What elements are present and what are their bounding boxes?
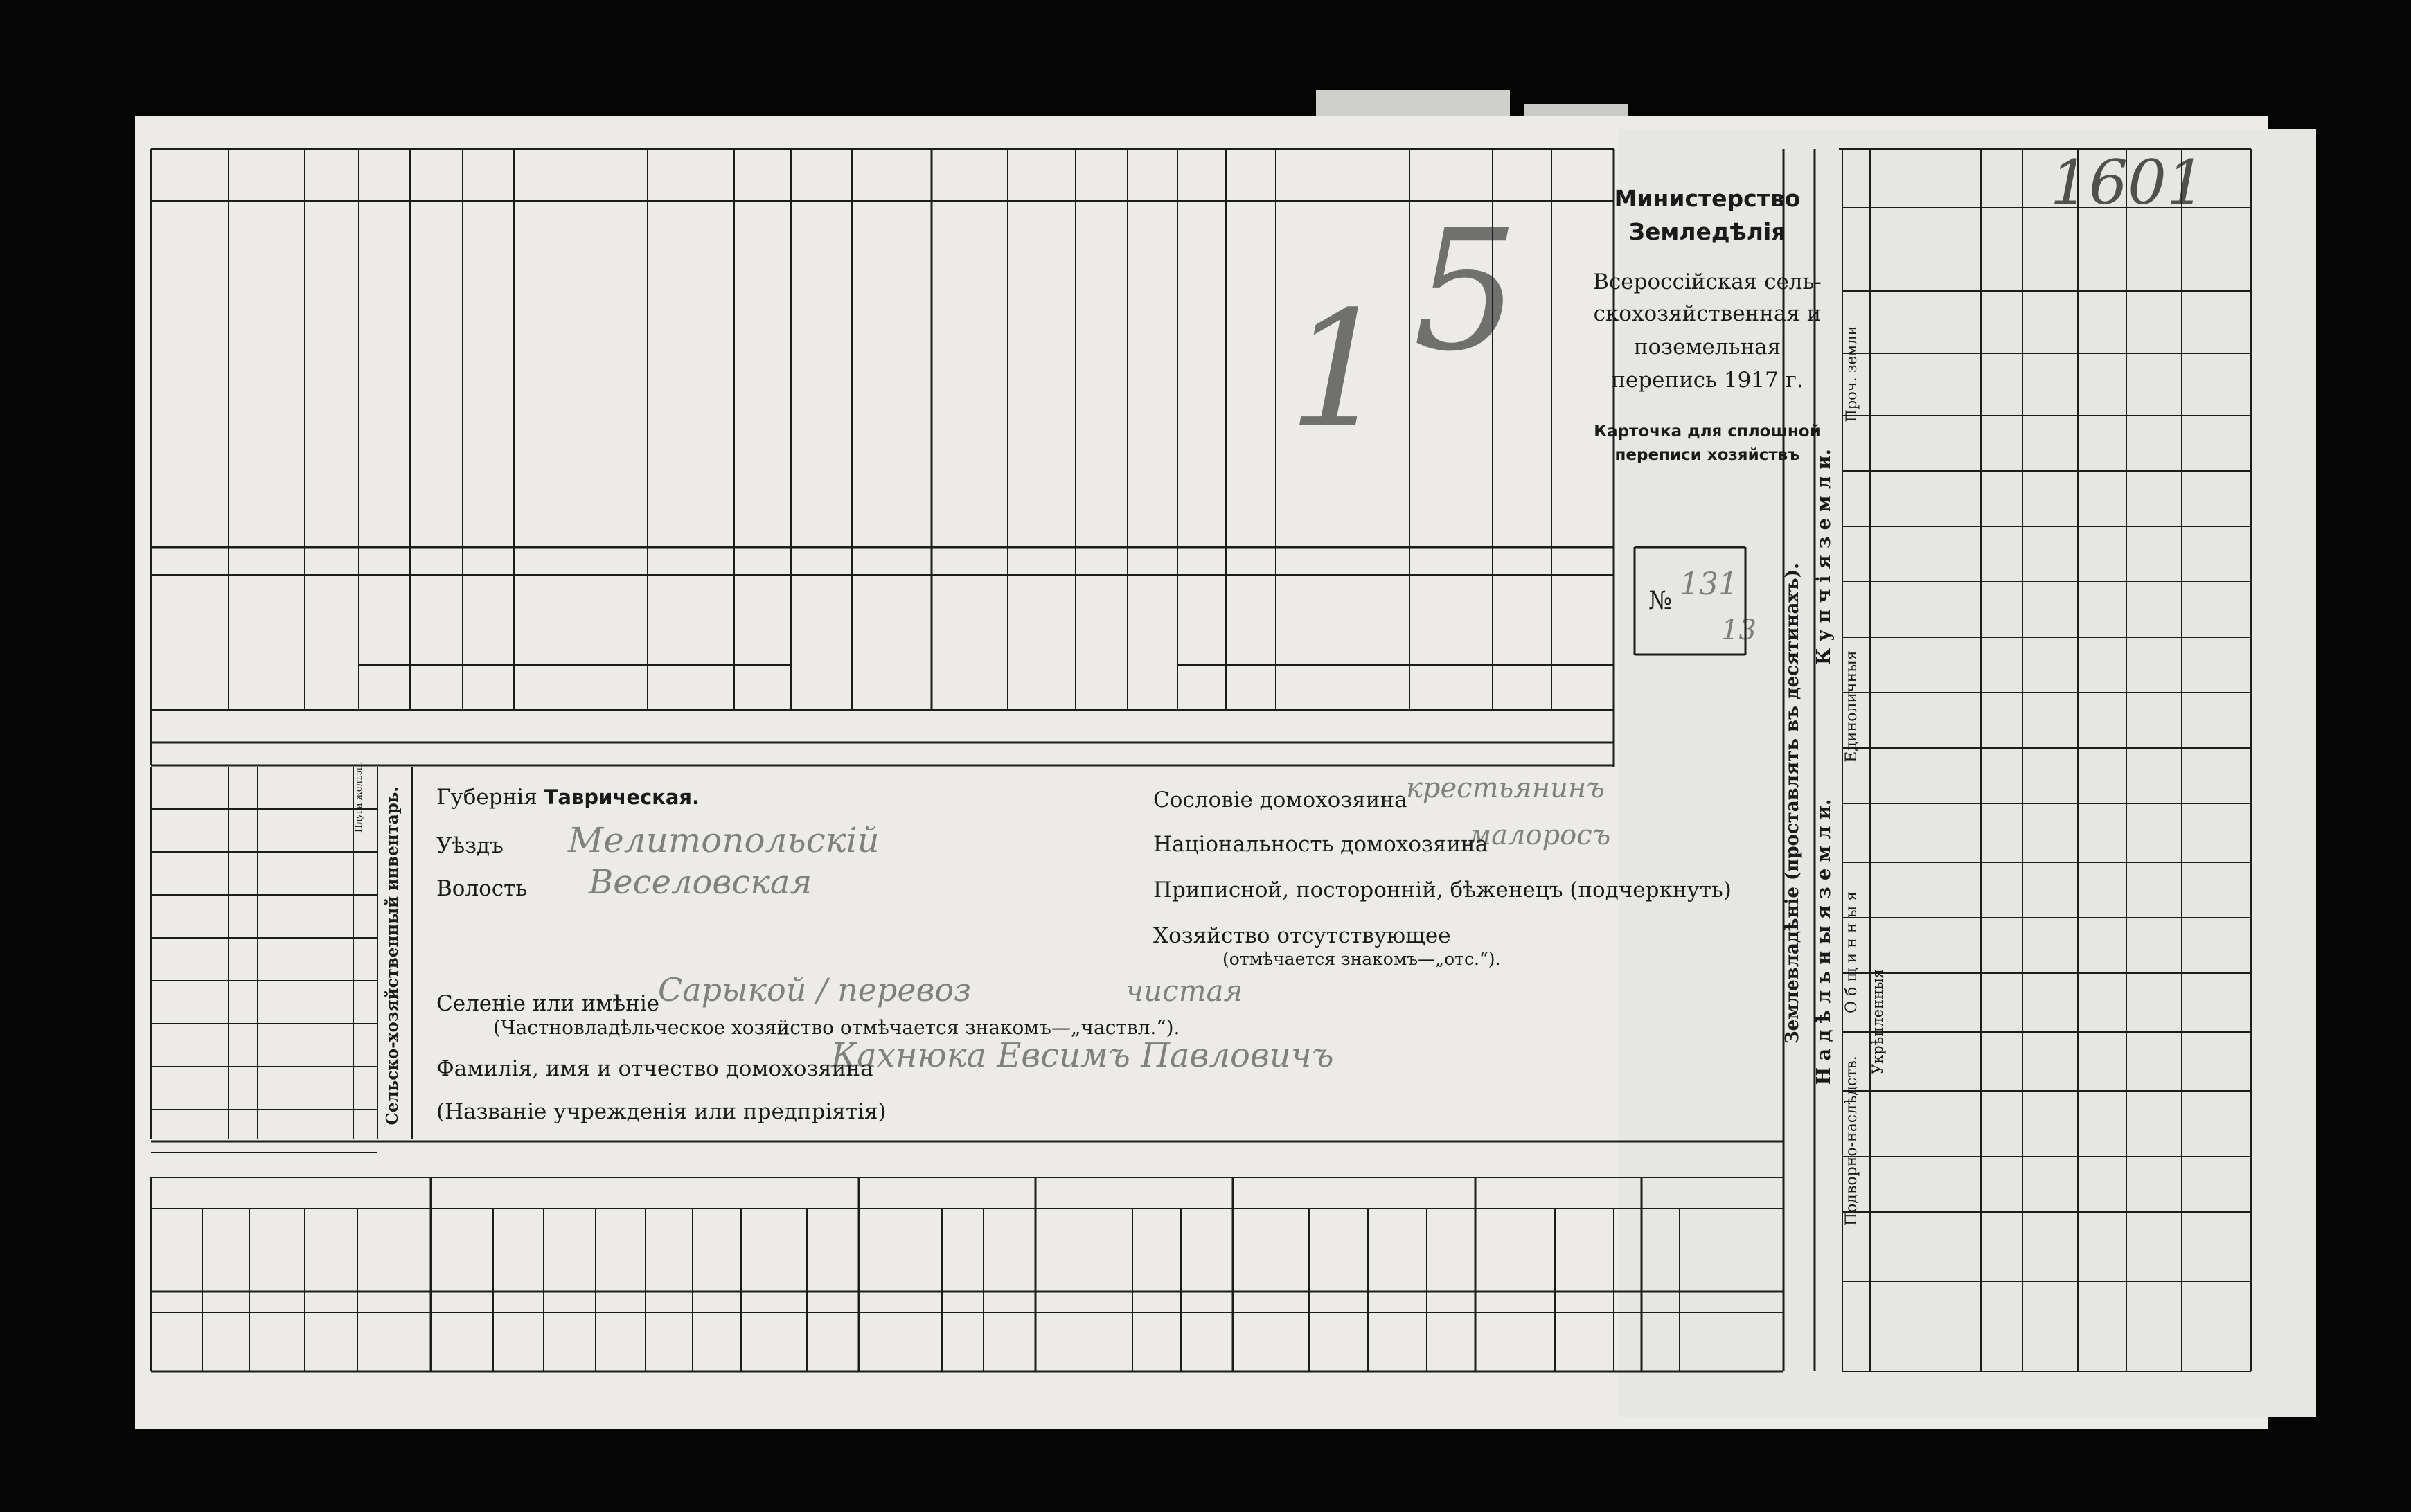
other-lands-label: Проч. земли: [1843, 326, 1860, 423]
allotment-lands-title: Н а д ѣ л ь н ы я з е м л и.: [1813, 799, 1835, 1085]
uezd-label: Уѣздъ: [436, 833, 504, 858]
private-farm-note: (Частновладѣльческое хозяйство отмѣчается знакомъ—„частвл.“).: [493, 1016, 1180, 1039]
card-subtitle-1: Карточка для сплошной: [1594, 423, 1821, 441]
absent-household-label: Хозяйство отсутствующее: [1153, 923, 1451, 948]
census-title-2: скохозяйственная и: [1593, 301, 1822, 326]
census-title-4: перепись 1917 г.: [1611, 368, 1804, 393]
village-label: Селеніе или имѣніе: [436, 991, 660, 1016]
owner-name-value: Кахнюка Евсимъ Павловичъ: [831, 1036, 1334, 1075]
nationality-value: малоросъ: [1468, 819, 1611, 851]
owner-name-label: Фамилія, имя и отчество домохозяина: [436, 1056, 873, 1081]
inventory-title: Сельско-хозяйственный инвентарь.: [383, 786, 402, 1126]
estate-value: крестьянинъ: [1406, 772, 1605, 804]
ministry-title-2: Земледѣлія: [1628, 218, 1786, 245]
purchased-lands-title: К у п ч і я з е м л и.: [1813, 449, 1835, 665]
village-note-value: чистая: [1126, 974, 1243, 1008]
reinforced-label: Укрѣпленныя: [1869, 968, 1886, 1075]
village-value: Сарыкой / перевоз: [658, 971, 972, 1008]
volost-label: Волость: [436, 876, 528, 901]
registration-label: Приписной, посторонній, бѣженецъ (подчеркнуть): [1153, 878, 1732, 902]
absent-household-note: (отмѣчается знакомъ—„отс.“).: [1222, 949, 1501, 969]
fraction-mark-left: 1: [1288, 278, 1390, 463]
hereditary-label: Подворно-наслѣдств.: [1843, 1056, 1860, 1226]
volost-value: Веселовская: [589, 863, 812, 902]
communal-label: О б щ и н н ы я: [1843, 891, 1860, 1014]
individual-label: Единоличныя: [1843, 650, 1860, 763]
card-number-value: 131: [1680, 567, 1738, 602]
landholding-title: Землевладѣніе (проставлять въ десятинахъ).: [1782, 562, 1803, 1044]
card-number-value-2: 13: [1721, 614, 1756, 646]
card-stamp-number: 1601: [2050, 147, 2205, 218]
fraction-mark-right: 5: [1413, 194, 1519, 388]
nationality-label: Національность домохозяина: [1153, 832, 1488, 857]
gubernia-label: Губернія Таврическая.: [436, 785, 700, 810]
inventory-side-note: Плуги желѣзн.: [354, 761, 364, 833]
card-subtitle-2: переписи хозяйствъ: [1614, 446, 1800, 464]
card-number-label: №: [1648, 587, 1673, 615]
uezd-value: Мелитопольскій: [568, 820, 880, 860]
census-title-3: поземельная: [1633, 335, 1781, 359]
ministry-title: Министерство: [1614, 185, 1801, 212]
institution-label: (Названіе учрежденія или предпріятія): [436, 1099, 887, 1124]
estate-label: Сословіе домохозяина: [1153, 788, 1407, 812]
census-title-1: Всероссійская сель-: [1593, 269, 1822, 294]
